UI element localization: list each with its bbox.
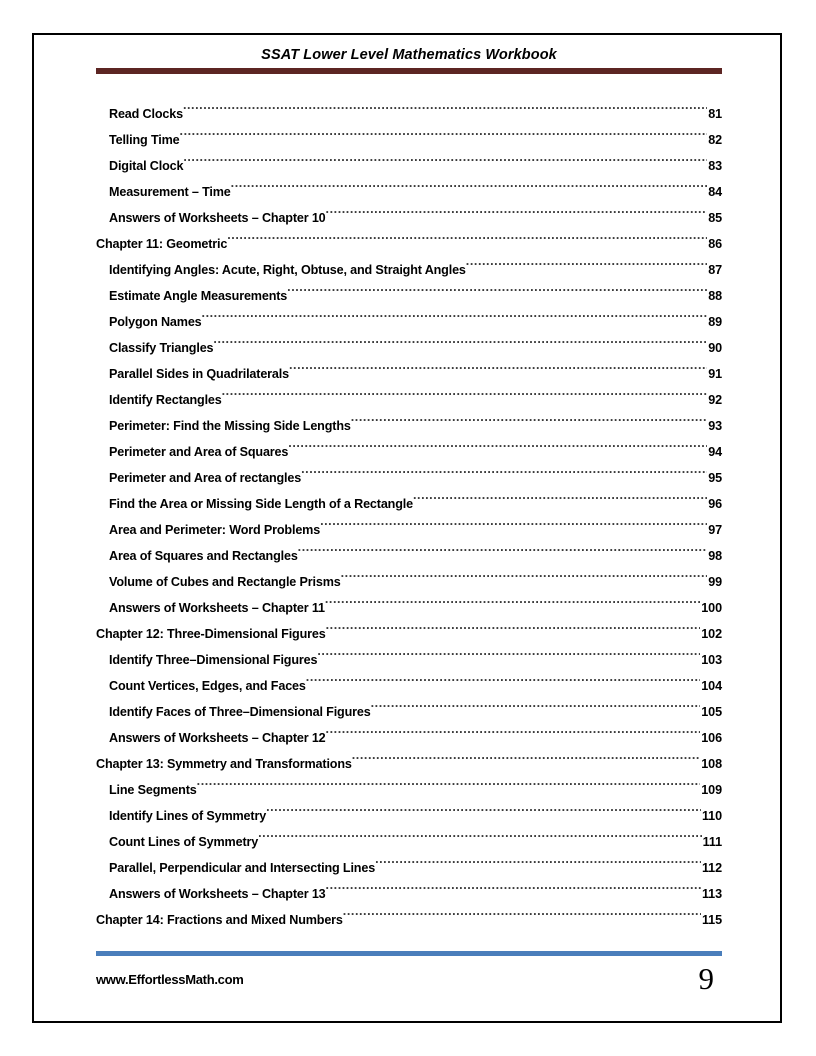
toc-entry-page-number: 106 [701, 731, 722, 745]
toc-entry-page-number: 102 [701, 627, 722, 641]
toc-entry-page-number: 94 [708, 445, 722, 459]
toc-entry-label: Parallel Sides in Quadrilaterals [109, 367, 289, 381]
toc-entry-page-number: 86 [708, 237, 722, 251]
toc-entry-label: Find the Area or Missing Side Length of a Rectangle [109, 497, 413, 511]
toc-entry-page-number: 93 [708, 419, 722, 433]
running-head-title: SSAT Lower Level Mathematics Workbook [261, 47, 557, 63]
toc-entry-label: Answers of Worksheets – Chapter 13 [109, 887, 326, 901]
toc-entry-page-number: 95 [708, 471, 722, 485]
toc-entry-page-number: 113 [701, 887, 722, 901]
toc-entry-label: Volume of Cubes and Rectangle Prisms [109, 575, 341, 589]
toc-dot-leader [413, 482, 707, 508]
toc-entry-page-number: 89 [708, 315, 722, 329]
toc-entry-page-number: 81 [708, 107, 722, 121]
toc-entry-label: Polygon Names [109, 315, 202, 329]
toc-entry-label: Measurement – Time [109, 185, 231, 199]
toc-entry-label: Identify Faces of Three–Dimensional Figures [109, 705, 371, 719]
toc-entry-page-number: 100 [701, 601, 722, 615]
toc-entry-page-number: 91 [708, 367, 722, 381]
toc-entry-page-number: 92 [708, 393, 722, 407]
toc-entry-page-number: 110 [701, 809, 722, 823]
toc-entry-page-number: 115 [701, 913, 722, 927]
toc-entry-label: Identify Three–Dimensional Figures [109, 653, 318, 667]
toc-dot-leader [288, 430, 707, 456]
toc-entry-label: Perimeter and Area of rectangles [109, 471, 302, 485]
toc-dot-leader [371, 690, 701, 716]
toc-dot-leader [317, 638, 700, 664]
toc-dot-leader [326, 872, 701, 898]
header-divider-rule [96, 68, 722, 74]
toc-dot-leader [183, 92, 707, 118]
toc-entry-label: Chapter 14: Fractions and Mixed Numbers [96, 913, 343, 927]
toc-dot-leader [197, 768, 701, 794]
toc-entry-page-number: 104 [701, 679, 722, 693]
toc-entry-label: Line Segments [109, 783, 197, 797]
toc-dot-leader [266, 794, 701, 820]
toc-dot-leader [180, 118, 708, 144]
toc-entry-label: Count Lines of Symmetry [109, 835, 259, 849]
toc-entry-page-number: 103 [701, 653, 722, 667]
toc-dot-leader [325, 586, 700, 612]
footer-website-link[interactable]: www.EffortlessMath.com [96, 972, 244, 987]
toc-dot-leader [352, 742, 701, 768]
toc-dot-leader [289, 352, 707, 378]
toc-entry-label: Count Vertices, Edges, and Faces [109, 679, 306, 693]
toc-entry-page-number: 98 [708, 549, 722, 563]
toc-entry-label: Answers of Worksheets – Chapter 10 [109, 211, 326, 225]
toc-entry-page-number: 83 [708, 159, 722, 173]
toc-dot-leader [287, 274, 707, 300]
toc-dot-leader [320, 508, 707, 534]
toc-entry-label: Area and Perimeter: Word Problems [109, 523, 321, 537]
toc-dot-leader [343, 898, 701, 924]
table-of-contents [96, 92, 722, 927]
toc-entry-page-number: 112 [701, 861, 722, 875]
toc-entry-label: Identify Lines of Symmetry [109, 809, 267, 823]
toc-entry-label: Perimeter: Find the Missing Side Lengths [109, 419, 351, 433]
page-header [96, 46, 722, 64]
toc-entry-page-number: 111 [702, 835, 722, 849]
page-footer [96, 961, 722, 1006]
toc-entry-label: Classify Triangles [109, 341, 214, 355]
toc-entry-label: Read Clocks [109, 107, 183, 121]
toc-entry-page-number: 90 [708, 341, 722, 355]
toc-entry-page-number: 84 [708, 185, 722, 199]
toc-dot-leader [202, 300, 708, 326]
toc-entry-page-number: 97 [708, 523, 722, 537]
toc-dot-leader [326, 196, 708, 222]
toc-dot-leader [227, 222, 707, 248]
toc-entry-page-number: 87 [708, 263, 722, 277]
toc-entry-page-number: 105 [701, 705, 722, 719]
toc-entry-page-number: 82 [708, 133, 722, 147]
toc-entry-page-number: 96 [708, 497, 722, 511]
toc-entry-label: Area of Squares and Rectangles [109, 549, 298, 563]
toc-dot-leader [258, 820, 702, 846]
toc-entry-label: Perimeter and Area of Squares [109, 445, 289, 459]
toc-dot-leader [326, 716, 701, 742]
toc-entry-label: Chapter 11: Geometric [96, 237, 228, 251]
toc-entry-label: Answers of Worksheets – Chapter 12 [109, 731, 326, 745]
toc-entry-label: Digital Clock [109, 159, 184, 173]
toc-dot-leader [375, 846, 701, 872]
toc-entry-label: Chapter 13: Symmetry and Transformations [96, 757, 352, 771]
toc-dot-leader [341, 560, 708, 586]
toc-entry-page-number: 109 [701, 783, 722, 797]
toc-entry-row[interactable] [96, 118, 722, 147]
toc-entry-page-number: 85 [708, 211, 722, 225]
toc-entry-label: Estimate Angle Measurements [109, 289, 288, 303]
toc-dot-leader [306, 664, 701, 690]
toc-dot-leader [213, 326, 707, 352]
toc-entry-label: Identify Rectangles [109, 393, 222, 407]
footer-divider-rule [96, 951, 722, 956]
toc-dot-leader [222, 378, 708, 404]
toc-entry-row[interactable] [96, 144, 722, 173]
toc-entry-label: Chapter 12: Three-Dimensional Figures [96, 627, 326, 641]
toc-entry-label: Answers of Worksheets – Chapter 11 [109, 601, 325, 615]
toc-dot-leader [183, 144, 707, 170]
toc-entry-page-number: 88 [708, 289, 722, 303]
toc-dot-leader [466, 248, 707, 274]
toc-entry-page-number: 99 [708, 575, 722, 589]
toc-dot-leader [326, 612, 701, 638]
toc-entry-row[interactable] [96, 92, 722, 121]
toc-entry-label: Identifying Angles: Acute, Right, Obtuse, and Straight Angles [109, 263, 466, 277]
toc-entry-row[interactable] [96, 170, 722, 199]
toc-dot-leader [301, 456, 707, 482]
page-number: 9 [698, 961, 714, 996]
toc-dot-leader [231, 170, 708, 196]
toc-dot-leader [298, 534, 708, 560]
toc-entry-label: Parallel, Perpendicular and Intersecting Lines [109, 861, 376, 875]
toc-entry-label: Telling Time [109, 133, 180, 147]
toc-dot-leader [351, 404, 707, 430]
toc-entry-page-number: 108 [701, 757, 722, 771]
